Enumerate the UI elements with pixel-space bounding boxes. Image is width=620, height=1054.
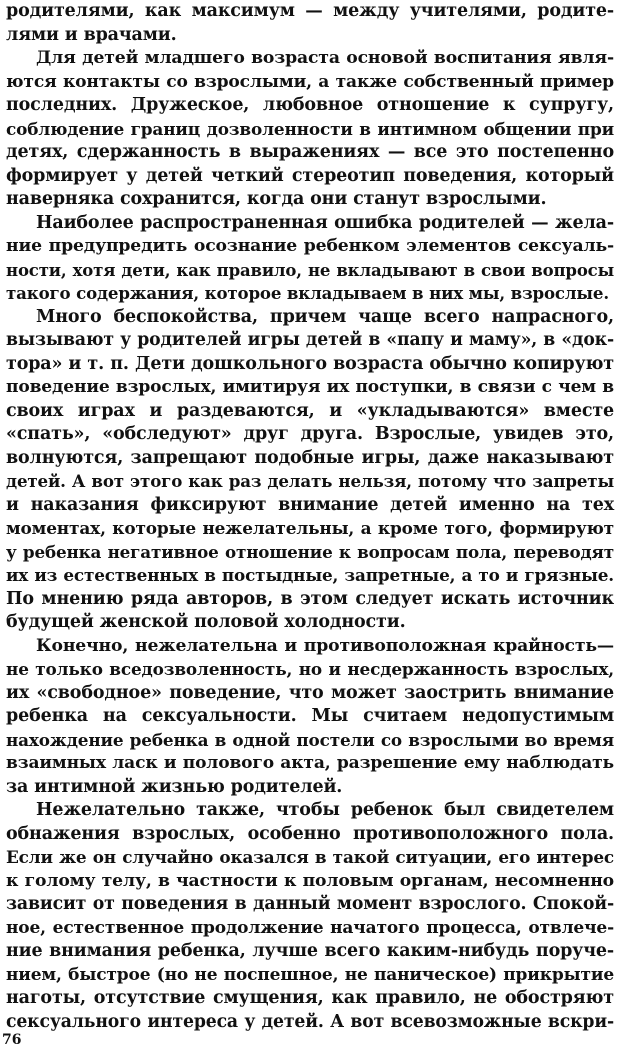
text-line: не только вседозволенность, но и несдержанность взрослых, [6,659,614,679]
text-line: ние предупредить осознание ребенком элементов сексуаль- [6,236,614,256]
text-line: детей. А вот этого как раз делать нельзя, потому что запреты [6,471,614,491]
text-line: за интимной жизнью родителей. [6,776,343,797]
text-line: такого содержания, которое вкладываем в них мы, взрослые. [6,283,609,303]
text-line: их из естественных в постыдные, запретные, а то и грязные. [6,565,614,585]
text-line: взаимных ласк и полового акта, разрешение ему наблюдать [6,753,614,773]
text-line: По мнению ряда авторов, в этом следует искать источник [6,588,614,609]
text-line: ются контакты со взрослыми, а также собственный пример [6,71,614,92]
text-line: детях, сдержанность в выражениях — все это постепенно [6,142,614,162]
text-line: Если же он случайно оказался в такой ситуации, его интерес [6,847,614,867]
text-line: Наиболее распространенная ошибка родителей — жела- [36,212,614,233]
text-line: обнажения взрослых, особенно противоположного пола. [6,823,614,844]
text-line: будущей женской половой холодности. [6,612,406,632]
text-line: нахождение ребенка в одной постели со взрослыми во время [6,729,614,750]
page-number: 76 [2,1032,22,1048]
text-line: Конечно, нежелательна и противоположная крайность— [36,635,614,656]
text-line: ние внимания ребенка, лучше всего каким-нибудь поруче- [6,941,614,961]
text-line: волнуются, запрещают подобные игры, даже наказывают [6,447,614,468]
text-line: нием, быстрое (но не поспешное, не паническое) прикрытие [6,964,614,985]
text-line: их «свободное» поведение, что может заострить внимание [6,682,614,703]
text-line: и наказания фиксируют внимание детей именно на тех [6,494,614,515]
text-line: Для детей младшего возраста основой воспитания явля- [36,48,614,68]
body-text [6,0,614,1034]
text-line: соблюдение границ дозволенности в интимном общении при [6,118,614,139]
text-line: «спать», «обследуют» друг друга. Взрослые, увидев это, [6,424,614,444]
text-line: ности, хотя дети, как правило, не вкладывают в свои вопросы [6,259,614,280]
text-line: ное, естественное продолжение начатого процесса, отвлече- [6,917,614,938]
text-line: ребенка на сексуальности. Мы считаем недопустимым [6,706,614,726]
text-line: Нежелательно также, чтобы ребенок был свидетелем [36,800,614,820]
text-line: сексуального интереса у детей. А вот всевозможные вскри- [6,1011,614,1032]
text-line: тора» и т. п. Дети дошкольного возраста обычно копируют [6,353,614,374]
text-line: к голому телу, в частности к половым органам, несомненно [6,870,614,891]
text-line: родителями, как максимум — между учителями, родите- [6,1,614,21]
text-line: у ребенка негативное отношение к вопросам пола, переводят [6,541,614,562]
text-line: наверняка сохранится, когда они станут взрослыми. [6,189,547,209]
text-line: Много беспокойства, причем чаще всего напрасного, [36,306,614,327]
text-line: зависит от поведения в данный момент взрослого. Спокой- [6,894,614,914]
text-line: наготы, отсутствие смущения, как правило, не обостряют [6,988,614,1008]
text-line: поведение взрослых, имитируя их поступки, в связи с чем в [6,377,614,397]
text-line: формирует у детей четкий стереотип поведения, который [6,165,614,186]
text-line: вызывают у родителей игры детей в «папу и маму», в «док- [6,330,614,350]
text-line: лями и врачами. [6,24,177,45]
text-line: моментах, которые нежелательны, а кроме того, формируют [6,518,614,538]
text-line: своих играх и раздеваются, и «укладываются» вместе [6,400,614,421]
text-line: последних. Дружеское, любовное отношение к супругу, [6,95,614,115]
